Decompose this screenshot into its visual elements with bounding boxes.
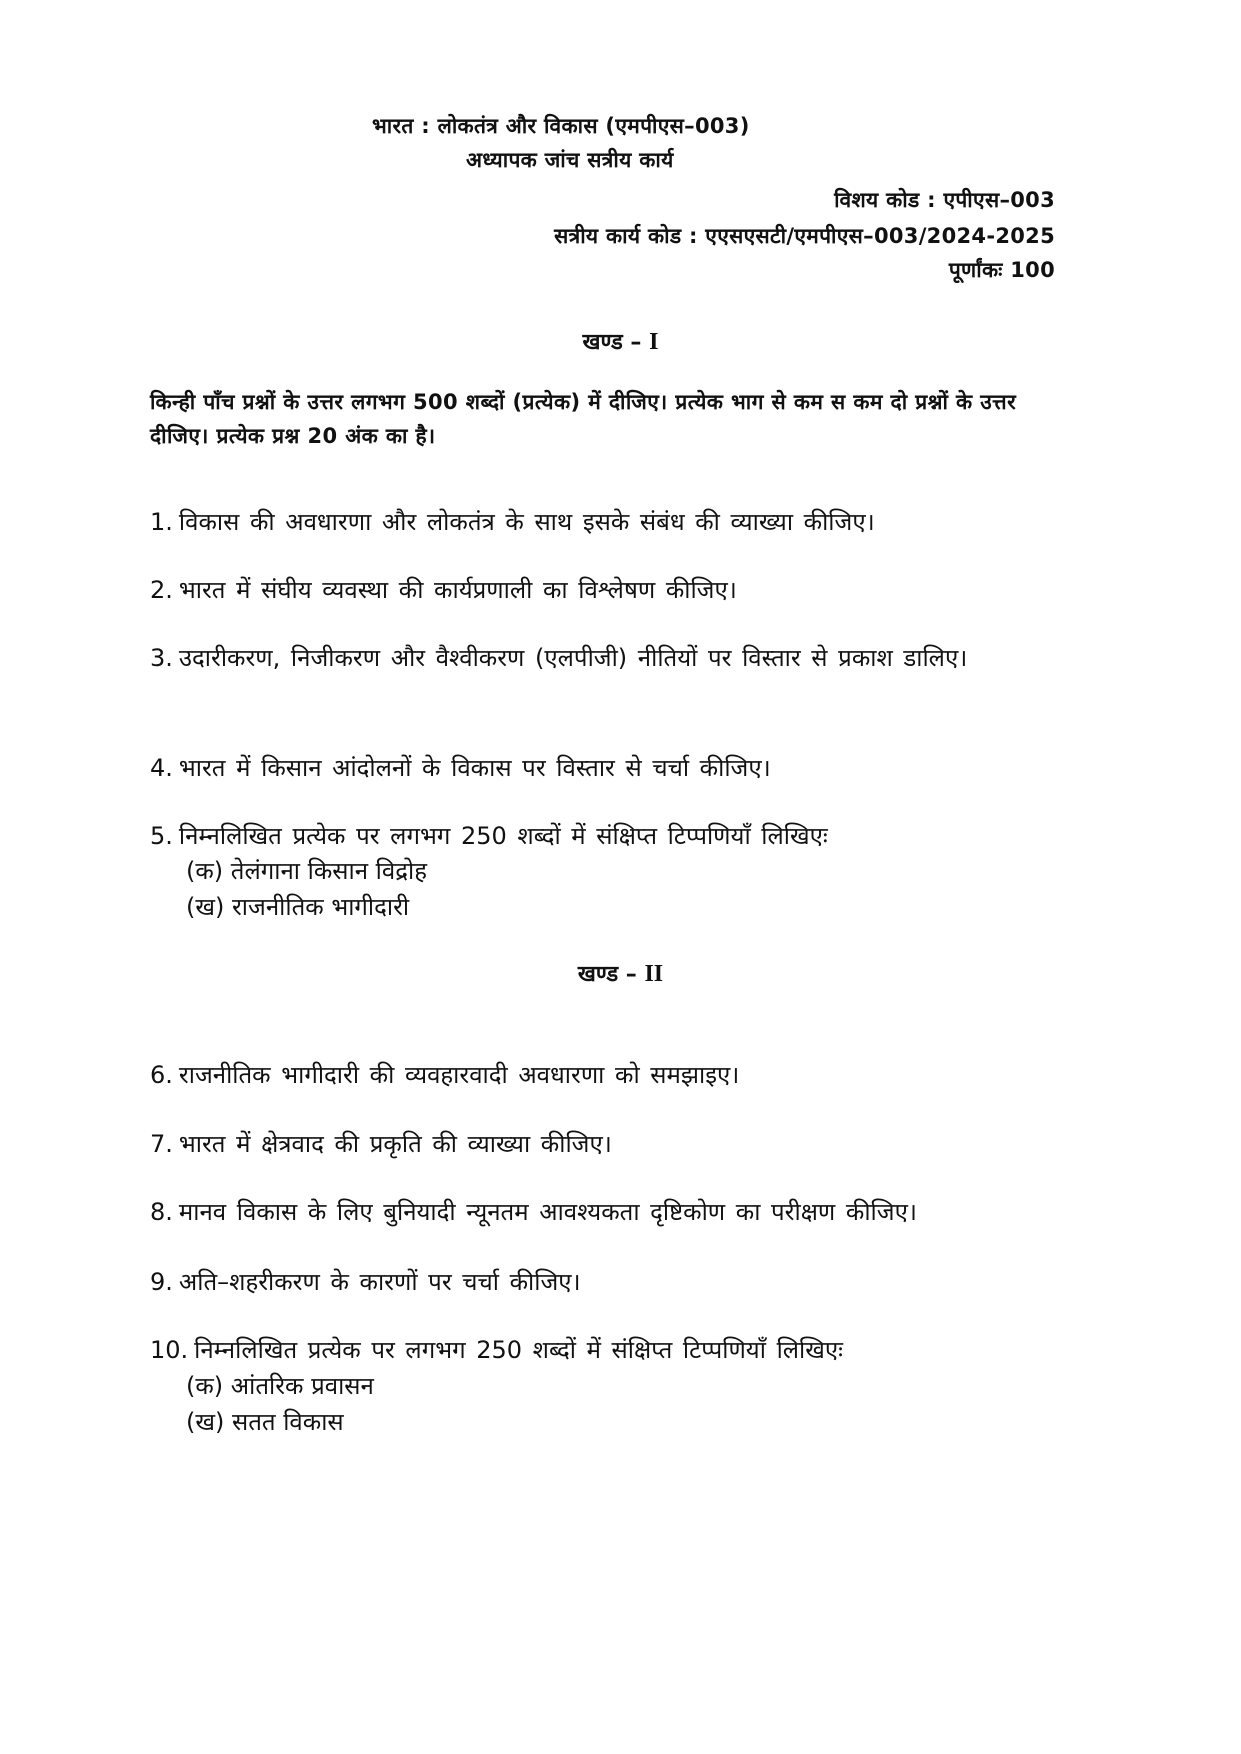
- assignment-code: सत्रीय कार्य कोड : एएसएसटी/एमपीएस–003/2024-2025: [554, 224, 1055, 248]
- section-2-label: खण्ड –: [577, 962, 637, 987]
- question-4: [150, 750, 1070, 787]
- question-1: [150, 504, 1070, 541]
- section-1-instructions: किन्ही पाँच प्रश्नों के उत्तर लगभग 500 शब्दों (प्रत्येक) में दीजिए। प्रत्येक भाग से कम स कम दो प्रश्नों के उत्तर दीजिए। प्रत्येक प्रश्न 20 अंक का है।: [150, 390, 1017, 448]
- question-6: [150, 1057, 1070, 1094]
- question-number: 6.: [150, 1061, 173, 1089]
- question-number: 10.: [150, 1336, 189, 1364]
- section-1-roman: I: [649, 329, 659, 355]
- question-5-part-b: (ख) राजनीतिक भागीदारी: [186, 893, 410, 921]
- question-5-part-a: (क) तेलंगाना किसान विद्रोह: [186, 857, 427, 885]
- section-1-label: खण्ड –: [582, 330, 642, 355]
- question-number: 2.: [150, 576, 173, 604]
- course-code: विशय कोड : एपीएस–003: [834, 188, 1055, 212]
- question-9: [150, 1264, 1070, 1301]
- question-text: उदारीकरण, निजीकरण और वैश्वीकरण (एलपीजी) नीतियों पर विस्तार से प्रकाश डालिए।: [178, 644, 968, 672]
- question-text: मानव विकास के लिए बुनियादी न्यूनतम आवश्यकता दृष्टिकोण का परीक्षण कीजिए।: [178, 1198, 917, 1226]
- question-number: 3.: [150, 644, 173, 672]
- question-2: [150, 572, 1070, 609]
- question-text: अति–शहरीकरण के कारणों पर चर्चा कीजिए।: [178, 1268, 581, 1296]
- question-number: 1.: [150, 508, 173, 536]
- question-text: भारत में क्षेत्रवाद की प्रकृति की व्याख्या कीजिए।: [178, 1130, 612, 1158]
- question-number: 8.: [150, 1198, 173, 1226]
- document-title: भारत : लोकतंत्र और विकास (एमपीएस–003): [372, 114, 750, 138]
- question-8: [150, 1194, 1090, 1231]
- question-number: 4.: [150, 754, 173, 782]
- question-7: [150, 1126, 1070, 1163]
- question-number: 9.: [150, 1268, 173, 1296]
- question-5: [150, 818, 1070, 855]
- question-text: निम्नलिखित प्रत्येक पर लगभग 250 शब्दों में संक्षिप्त टिप्पणियाँ लिखिएः: [194, 1336, 844, 1364]
- question-3: [150, 640, 1030, 677]
- question-text: राजनीतिक भागीदारी की व्यवहारवादी अवधारणा को समझाइए।: [178, 1061, 740, 1089]
- question-number: 5.: [150, 822, 173, 850]
- question-text: भारत में किसान आंदोलनों के विकास पर विस्तार से चर्चा कीजिए।: [178, 754, 771, 782]
- question-text: विकास की अवधारणा और लोकतंत्र के साथ इसके संबंध की व्याख्या कीजिए।: [178, 508, 875, 536]
- question-10-part-a: (क) आंतरिक प्रवासन: [186, 1372, 374, 1400]
- section-1-heading: [0, 326, 1241, 356]
- question-number: 7.: [150, 1130, 173, 1158]
- section-2-roman: II: [644, 961, 664, 987]
- max-marks: पूर्णांकः 100: [948, 258, 1055, 282]
- question-10: [150, 1332, 1070, 1369]
- question-text: भारत में संघीय व्यवस्था की कार्यप्रणाली का विश्लेषण कीजिए।: [178, 576, 737, 604]
- question-text: निम्नलिखित प्रत्येक पर लगभग 250 शब्दों में संक्षिप्त टिप्पणियाँ लिखिएः: [178, 822, 828, 850]
- section-2-heading: [0, 958, 1241, 988]
- question-10-part-b: (ख) सतत विकास: [186, 1408, 344, 1436]
- document-subtitle: अध्यापक जांच सत्रीय कार्य: [466, 148, 674, 172]
